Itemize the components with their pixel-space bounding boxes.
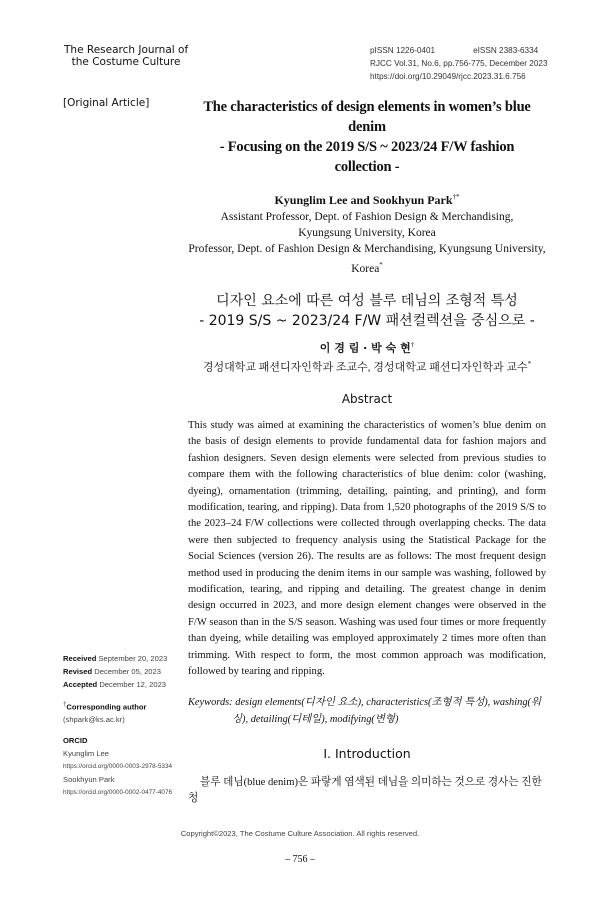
paper-title — [188, 97, 546, 177]
corr-label: Corresponding author — [66, 702, 147, 712]
page-header — [0, 44, 600, 83]
copyright: Copyright©2023, The Costume Culture Association. All rights reserved. — [180, 829, 420, 839]
authors — [188, 189, 546, 277]
keywords-text: design elements(디자인 요소), characteristics(조형적 특성), washing(워싱), detailing(디테일), modifying(변형) — [232, 697, 542, 726]
journal-name — [64, 44, 188, 83]
journal-line: The Research Journal of — [64, 44, 189, 56]
section-heading: I. Introduction — [323, 746, 411, 762]
korean-title-line: - 2019 S/S ~ 2023/24 F/W 패션컬렉션을 중심으로 - — [199, 312, 535, 329]
eissn: eISSN 2383-6334 — [473, 46, 539, 55]
orcid-label: ORCID — [63, 736, 88, 746]
keywords — [188, 694, 546, 728]
korean-title-line: 디자인 요소에 따른 여성 블루 데님의 조형적 특성 — [216, 292, 518, 309]
author-mark: † — [410, 340, 415, 349]
abstract-heading: Abstract — [341, 391, 393, 406]
orcid-link[interactable]: https://orcid.org/0000-0002-0477-4076 — [63, 789, 173, 797]
affiliation: Assistant Professor, Dept. of Fashion Design & Merchandising, — [220, 210, 514, 223]
volume-info: RJCC Vol.31, No.6, pp.756-775, December 2023 — [370, 59, 548, 68]
revised-label: Revised — [63, 666, 93, 676]
author-mark: †* — [452, 193, 460, 201]
affiliation: Kyungsung University, Korea — [298, 226, 436, 239]
received-label: Received — [63, 653, 97, 663]
left-sidebar — [0, 97, 185, 807]
affiliation-mark: * — [379, 260, 383, 269]
intro-text: 블루 데님(blue denim)은 파랗게 염색된 데님을 의미하는 것으로 경사는 진한 청 — [188, 777, 542, 805]
journal-line: the Costume Culture — [71, 56, 181, 68]
title-line: collection - — [334, 159, 400, 175]
abstract-text: This study was aimed at examining the characteristics of women’s blue denim on the basis of design elements to provide fundamental data for fashion majors and fashion designers. Seven design elements were selected from previous studies to compare them with the following characteristics of blue denim: color (washing, dyeing), ornamentation (trimming, detailing, painting, and printing), and form modification, tearing, and ripping). Data from 1,520 photographs of the 2019 S/S to the 2023–24 F/W collections were collected through overlapping checks. The data were then subjected to frequency analysis using the Statistical Package for the Social Sciences (version 26). The results are as follows: The most frequent design method used in producing the denim items in our sample was washing, followed by modification, tearing, and ripping and detailing. The greatest change in denim design occurred in 2023, and more design element changes were observed in the F/W season than in the S/S season. Washing was used four times or more frequently than dyeing, while detailing was employed approximately 2 times more often than trimming. With respect to form, the most common approach was modification, followed by tearing and ripping. — [188, 419, 546, 678]
affiliation: Korea — [351, 262, 380, 275]
article-info-sidebar — [63, 652, 185, 808]
orcid-name: Sookhyun Park — [63, 775, 115, 785]
page-number: – 756 – — [285, 854, 315, 866]
accepted-date: December 12, 2023 — [99, 679, 167, 689]
doi-link[interactable]: https://doi.org/10.29049/rjcc.2023.31.6.756 — [370, 72, 526, 81]
korean-affiliation: 경성대학교 패션디자인학과 조교수, 경성대학교 패션디자인학과 교수 — [202, 361, 528, 374]
page-body — [0, 97, 600, 807]
article-type: [Original Article] — [63, 97, 150, 109]
corr-email[interactable]: (shpark@ks.ac.kr) — [63, 715, 125, 725]
author-names: Kyunglim Lee and Sookhyun Park — [274, 192, 453, 207]
korean-title — [188, 291, 546, 331]
pissn: pISSN 1226-0401 — [370, 46, 436, 55]
korean-authors — [188, 337, 546, 376]
orcid-link[interactable]: https://orcid.org/0000-0003-2978-5334 — [63, 763, 173, 771]
affiliation-mark: * — [527, 360, 532, 369]
orcid-name: Kyunglim Lee — [63, 749, 110, 759]
revised-date: December 05, 2023 — [94, 666, 161, 676]
keywords-label: Keywords: — [188, 697, 233, 709]
affiliation: Professor, Dept. of Fashion Design & Merchandising, Kyungsung University, — [188, 242, 546, 255]
main-column — [188, 97, 546, 807]
title-line: The characteristics of design elements in women’s blue denim — [203, 99, 531, 135]
corr-mark: † — [63, 701, 67, 708]
received-date: September 20, 2023 — [98, 653, 168, 663]
title-line: - Focusing on the 2019 S/S ~ 2023/24 F/W fashion — [219, 139, 515, 155]
korean-author-names: 이 경 림 · 박 숙 현 — [319, 341, 411, 355]
accepted-label: Accepted — [63, 679, 98, 689]
journal-meta — [370, 44, 582, 83]
